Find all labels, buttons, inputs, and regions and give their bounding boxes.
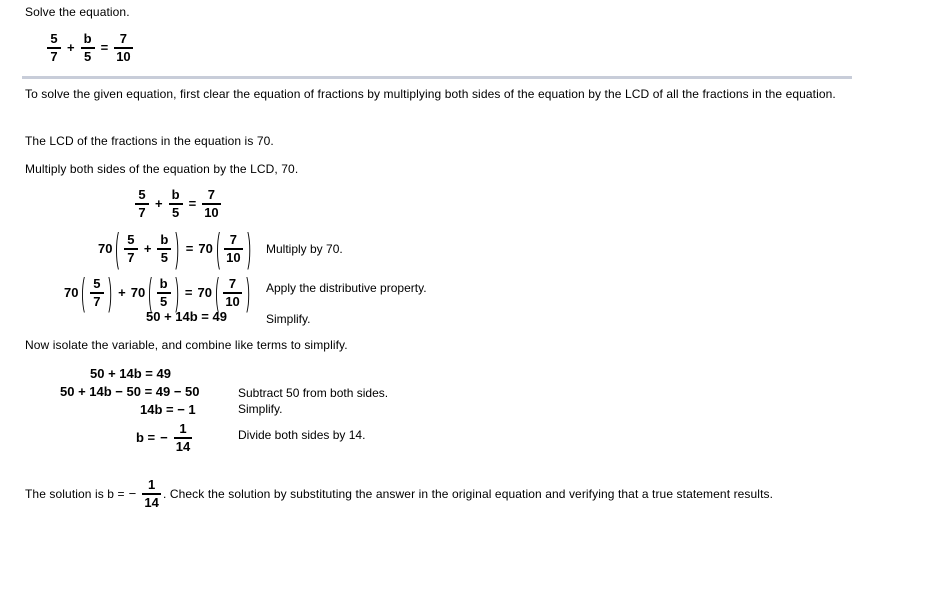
annotation-multiply-by-70: Multiply by 70. — [266, 242, 343, 256]
fraction-seven-tenths: $\frac{7}{10}$ — [226, 232, 241, 265]
parenthesized-group: ( $\frac{7}{10}$ ) — [215, 269, 250, 313]
parenthesized-group: ( $\frac{5}{7}$ ) — [81, 269, 112, 313]
coefficient-70: 70 — [197, 285, 212, 301]
derivation-two-row-1: 50 + 14b − 50 = 49 − 50 — [60, 384, 200, 399]
fraction-b-over-five: $\frac{b}{5}$ — [81, 32, 95, 63]
equals-operator: = — [184, 285, 193, 301]
minus-sign: − — [128, 485, 137, 501]
derivation-one-row-0 — [133, 188, 223, 219]
fraction-five-sevenths: $\frac{5}{7}$ — [47, 32, 61, 63]
coefficient-70: 70 — [98, 241, 113, 257]
fraction-one-fourteenth: $\frac{1}{14}$ — [175, 421, 191, 454]
section-divider — [22, 76, 852, 79]
parenthesized-group: ( $\frac{7}{10}$ ) — [216, 224, 251, 270]
coefficient-70: 70 — [64, 285, 79, 301]
fraction-seven-tenths: $\frac{7}{10}$ — [204, 187, 219, 220]
fraction-b-over-five: $\frac{b}{5}$ — [157, 233, 171, 264]
conclusion-tail: . Check the solution by substituting the answer in the original equation and verifying that a true statement results. — [163, 486, 774, 501]
isolate-statement: Now isolate the variable, and combine like terms to simplify. — [25, 338, 348, 352]
minus-sign: − — [160, 430, 168, 446]
annotation-simplify: Simplify. — [266, 312, 311, 326]
plus-operator: + — [143, 241, 152, 257]
coefficient-70: 70 — [130, 285, 146, 301]
derivation-two-row-2: 14b = − 1 — [140, 402, 196, 417]
fraction-seven-tenths: $\frac{7}{10}$ — [225, 276, 240, 309]
equals-operator: = — [185, 241, 194, 257]
fraction-five-sevenths: $\frac{5}{7}$ — [135, 188, 149, 219]
fraction-five-sevenths: $\frac{5}{7}$ — [124, 233, 138, 264]
annotation-distributive-property: Apply the distributive property. — [266, 281, 427, 295]
multiply-statement: Multiply both sides of the equation by the LCD, 70. — [25, 162, 299, 176]
derivation-one-row-3: 50 + 14b = 49 — [146, 309, 227, 324]
prompt-equation — [45, 32, 135, 63]
derivation-one-row-2 — [63, 269, 252, 313]
plus-operator: + — [155, 196, 163, 212]
annotation-divide-by-14: Divide both sides by 14. — [238, 428, 366, 442]
derivation-two-row-3 — [135, 422, 194, 453]
fraction-b-over-five: $\frac{b}{5}$ — [169, 188, 183, 219]
fraction-seven-tenths: $\frac{7}{10}$ — [116, 31, 131, 64]
conclusion-lead: The solution is b = — [25, 486, 125, 501]
lhs-b-equals: b = — [136, 430, 156, 446]
derivation-one-row-1 — [97, 224, 253, 270]
parenthesized-group: ( $\frac{5}{7}$ + $\frac{b}{5}$ ) — [115, 224, 180, 270]
page-title: Solve the equation. — [25, 5, 130, 19]
plus-operator: + — [67, 40, 75, 56]
annotation-simplify: Simplify. — [238, 402, 283, 416]
equals-operator: = — [100, 40, 109, 56]
fraction-five-sevenths: $\frac{5}{7}$ — [90, 277, 104, 308]
plus-operator: + — [118, 285, 126, 301]
parenthesized-group: ( $\frac{b}{5}$ ) — [148, 269, 179, 313]
inline-fraction-holder — [140, 478, 163, 509]
lcd-statement: The LCD of the fractions in the equation is 70. — [25, 134, 274, 148]
annotation-subtract-50: Subtract 50 from both sides. — [238, 386, 389, 400]
fraction-one-fourteenth: $\frac{1}{14}$ — [144, 477, 159, 510]
fraction-b-over-five: $\frac{b}{5}$ — [157, 277, 171, 308]
conclusion-line — [25, 478, 773, 509]
derivation-two-row-0: 50 + 14b = 49 — [90, 366, 171, 381]
coefficient-70: 70 — [198, 241, 213, 257]
explanation-intro: To solve the given equation, first clear the equation of fractions by multiplying both sides of the equation by the LCD of all the fractions in the equation. — [25, 87, 836, 101]
equals-operator: = — [188, 196, 197, 212]
